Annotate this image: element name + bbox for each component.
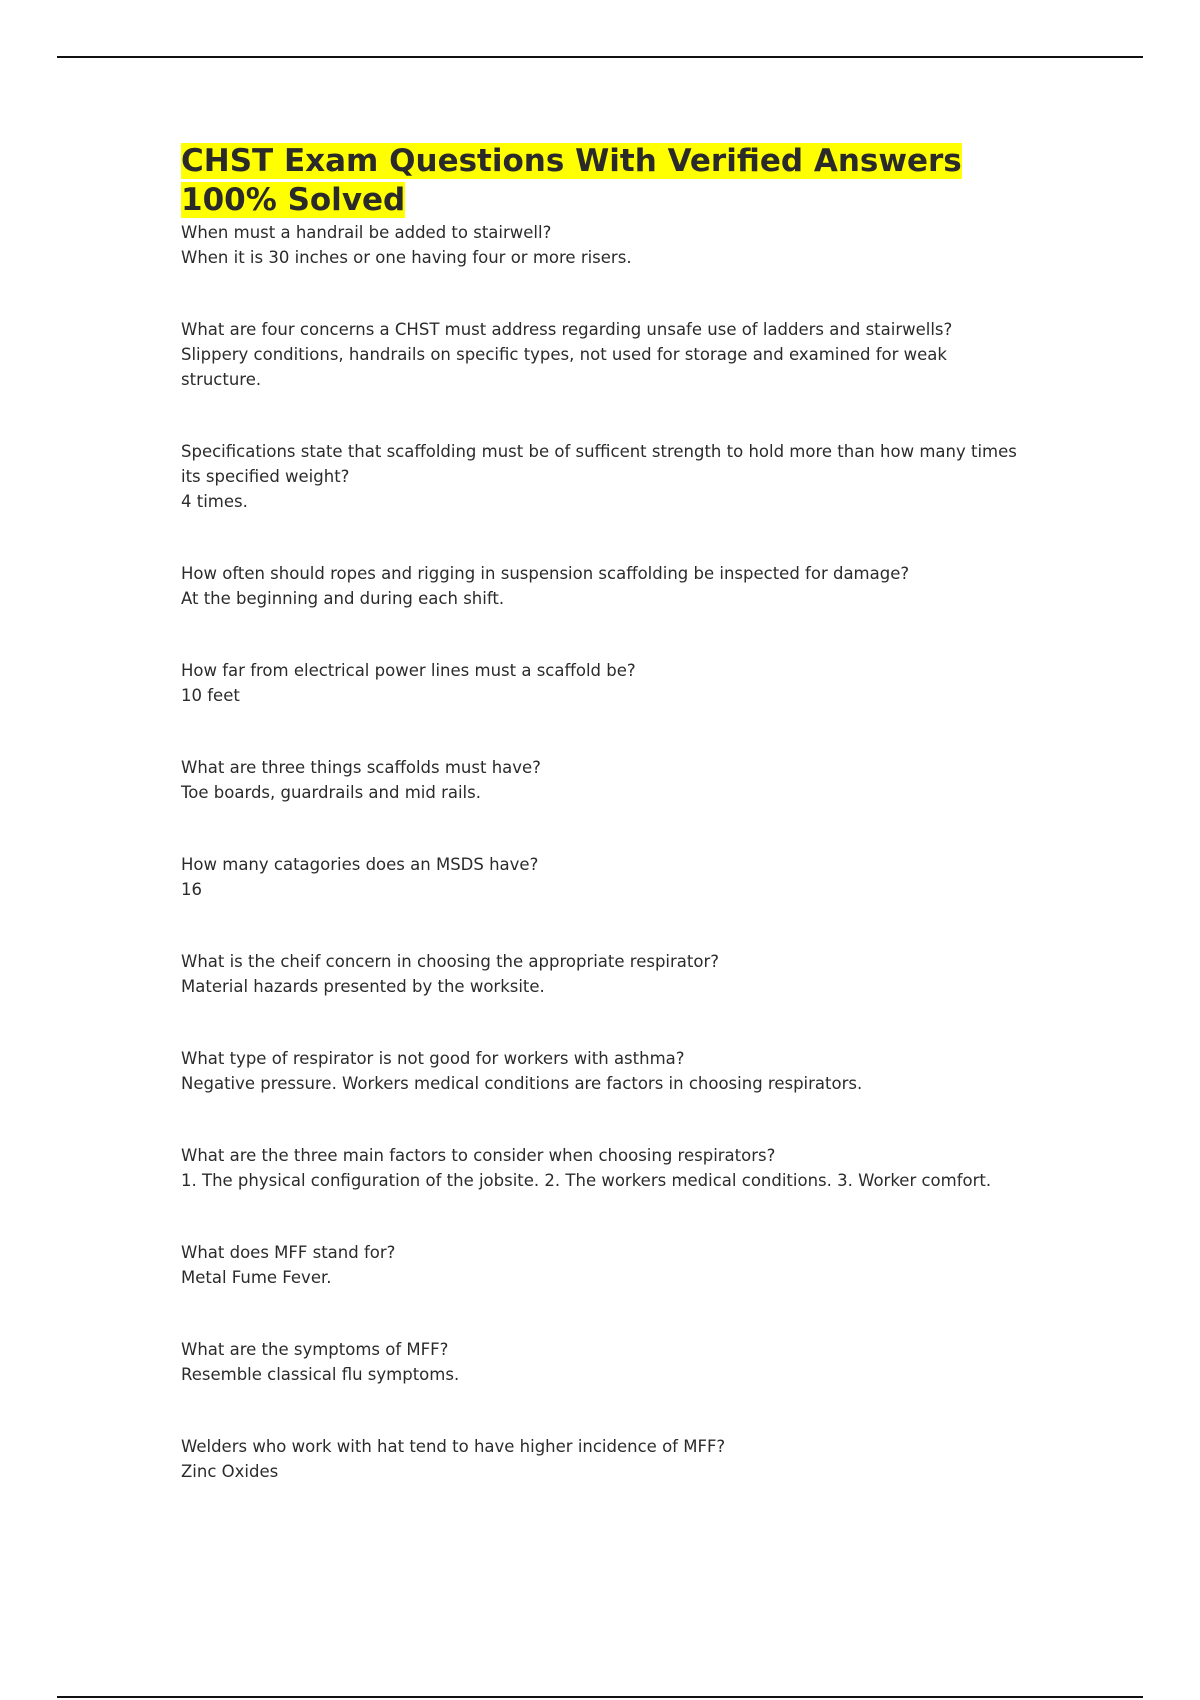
question-text: When must a handrail be added to stairwell? [181,223,552,242]
question-text: Specifications state that scaffolding must be of sufficent strength to hold more than how many times its specified weight? [181,442,1017,486]
question-text: What type of respirator is not good for workers with asthma? [181,1049,685,1068]
page-title [181,142,1021,220]
header-rule [57,56,1143,58]
question-text: How often should ropes and rigging in suspension scaffolding be inspected for damage? [181,564,910,583]
question-text: What are the three main factors to consider when choosing respirators? [181,1146,776,1165]
question-text: Welders who work with hat tend to have higher incidence of MFF? [181,1437,726,1456]
answer-text: Zinc Oxides [181,1462,279,1481]
answer-text: Negative pressure. Workers medical conditions are factors in choosing respirators. [181,1074,863,1093]
question-text: What are four concerns a CHST must address regarding unsafe use of ladders and stairwells? [181,320,953,339]
answer-text: 1. The physical configuration of the jobsite. 2. The workers medical conditions. 3. Worker comfort. [181,1171,992,1190]
answer-text: When it is 30 inches or one having four or more risers. [181,248,632,267]
question-text: What are the symptoms of MFF? [181,1340,449,1359]
question-text: How many catagories does an MSDS have? [181,855,539,874]
answer-text: Slippery conditions, handrails on specific types, not used for storage and examined for weak structure. [181,345,947,389]
qa-item [181,561,1021,611]
qa-item [181,317,1021,392]
footer-rule [57,1696,1143,1698]
qa-item [181,852,1021,902]
qa-item [181,949,1021,999]
title-line-1: CHST Exam Questions With Verified Answers [181,143,962,179]
qa-item [181,1337,1021,1387]
answer-text: Toe boards, guardrails and mid rails. [181,783,481,802]
answer-text: 10 feet [181,686,240,705]
qa-item [181,439,1021,514]
qa-item [181,755,1021,805]
qa-item [181,220,1021,270]
qa-item [181,658,1021,708]
question-text: What is the cheif concern in choosing the appropriate respirator? [181,952,720,971]
question-text: What are three things scaffolds must have? [181,758,541,777]
answer-text: At the beginning and during each shift. [181,589,505,608]
answer-text: 4 times. [181,492,248,511]
qa-item [181,1046,1021,1096]
qa-item [181,1240,1021,1290]
answer-text: 16 [181,880,202,899]
qa-item [181,1434,1021,1484]
question-text: How far from electrical power lines must a scaffold be? [181,661,636,680]
answer-text: Metal Fume Fever. [181,1268,332,1287]
qa-item [181,1143,1021,1193]
title-line-2: 100% Solved [181,182,406,218]
qa-list [181,220,1021,1484]
answer-text: Resemble classical flu symptoms. [181,1365,460,1384]
document-body [181,142,1021,1531]
question-text: What does MFF stand for? [181,1243,396,1262]
answer-text: Material hazards presented by the worksite. [181,977,545,996]
